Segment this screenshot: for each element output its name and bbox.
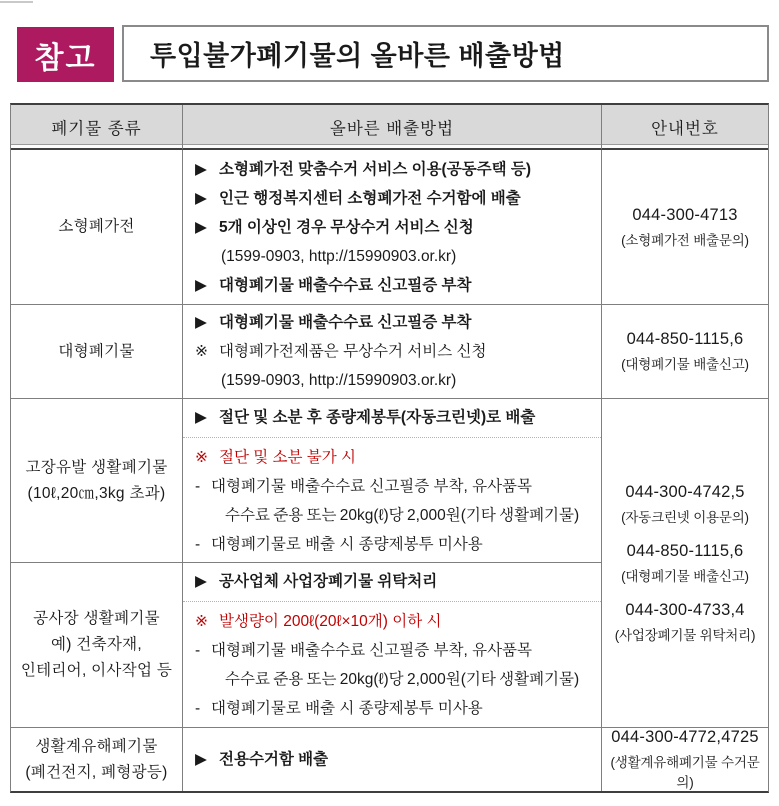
method-line-text: 대형폐기물로 배출 시 종량제봉투 미사용 — [211, 535, 483, 553]
phone-number: 044-850-1115,6 — [626, 330, 744, 348]
waste-type-line: 생활계유해폐기물 — [35, 737, 158, 755]
method-line-text: 대형폐가전제품은 무상수거 서비스 신청 — [219, 343, 487, 360]
method-line-text: (1599-0903, http://15990903.or.kr) — [221, 247, 457, 265]
method-line-text: 수수료 준용 또는 20kg(ℓ)당 2,000원(기타 생활폐기물) — [225, 506, 580, 524]
method-line — [195, 403, 593, 432]
contact-cell — [602, 305, 768, 399]
method-line — [195, 694, 593, 723]
dotted-divider — [183, 437, 601, 438]
bullet-arrow-icon: ▶ — [195, 573, 207, 590]
method-line — [195, 271, 593, 300]
waste-type-cell — [11, 728, 183, 791]
phone-label: (소형폐가전 배출문의) — [621, 232, 749, 248]
waste-type-cell — [11, 399, 183, 563]
waste-type-line: 공사장 생활폐기물 — [33, 610, 160, 627]
bullet-arrow-icon: ▶ — [195, 314, 207, 331]
method-cell — [183, 563, 602, 728]
method-line — [195, 155, 593, 184]
phone-label: (대형폐기물 배출신고) — [621, 568, 749, 584]
method-line — [195, 665, 593, 694]
phone-label: (생활계유해폐기물 수거문의) — [610, 755, 760, 790]
phone-label: (자동크린넷 이용문의) — [621, 509, 749, 525]
phone-number: 044-300-4772,4725 — [611, 728, 759, 746]
method-cell — [183, 150, 602, 305]
dash-prefix: - — [195, 477, 201, 495]
method-line — [195, 184, 593, 213]
method-line-text: 대형폐기물로 배출 시 종량제봉투 미사용 — [211, 700, 483, 717]
method-line-text: 대형폐기물 배출수수료 신고필증 부착 — [219, 314, 472, 331]
reference-mark-icon: ※ — [195, 343, 208, 360]
bullet-arrow-icon: ▶ — [195, 189, 207, 207]
method-line — [195, 366, 593, 395]
method-cell — [183, 399, 602, 563]
dash-prefix: - — [195, 535, 201, 553]
waste-type-cell — [11, 305, 183, 399]
waste-type-line: (폐건전지, 폐형광등) — [25, 763, 168, 781]
waste-type-line: 소형폐가전 — [58, 218, 135, 235]
contact-group — [602, 728, 768, 791]
method-line-text: 5개 이상인 경우 무상수거 서비스 신청 — [219, 218, 474, 236]
bullet-arrow-icon: ▶ — [195, 751, 207, 768]
phone-number: 044-300-4733,4 — [625, 600, 745, 619]
method-line-text: 수수료 준용 또는 20kg(ℓ)당 2,000원(기타 생활폐기물) — [225, 671, 580, 688]
method-line-text: 절단 및 소분 후 종량제봉투(자동크린넷)로 배출 — [219, 408, 536, 426]
title-box — [122, 25, 769, 82]
bullet-arrow-icon: ▶ — [195, 160, 207, 178]
waste-type-line: 대형폐기물 — [58, 342, 135, 360]
contact-cell — [602, 399, 768, 728]
waste-disposal-table — [10, 103, 769, 793]
phone-number: 044-300-4713 — [632, 205, 738, 224]
method-line-text: (1599-0903, http://15990903.or.kr) — [221, 372, 457, 389]
method-line — [195, 530, 593, 559]
column-header-label: 안내번호 — [651, 119, 719, 138]
phone-number: 044-850-1115,6 — [626, 541, 744, 560]
method-line — [195, 443, 593, 472]
waste-type-cell — [11, 150, 183, 305]
contact-group — [621, 206, 749, 249]
reference-badge — [17, 27, 114, 82]
contact-cell — [602, 150, 768, 305]
method-line-text: 소형폐가전 맞춤수거 서비스 이용(공동주택 등) — [219, 160, 532, 178]
method-line — [195, 472, 593, 501]
page-title: 투입불가폐기물의 올바른 배출방법 — [150, 41, 565, 71]
contact-group — [621, 330, 749, 373]
column-header-label: 올바른 배출방법 — [329, 119, 455, 138]
column-header-waste-type — [11, 105, 183, 150]
waste-type-cell — [11, 563, 183, 728]
dash-prefix: - — [195, 700, 201, 717]
contact-group — [621, 483, 749, 526]
page-edge-mark — [0, 1, 33, 3]
method-cell — [183, 305, 602, 399]
waste-type-line: 예) 건축자재, — [50, 636, 143, 653]
method-line-text: 인근 행정복지센터 소형폐가전 수거함에 배출 — [219, 189, 521, 207]
bullet-arrow-icon: ▶ — [195, 276, 207, 294]
method-line — [195, 242, 593, 271]
column-header-label: 폐기물 종류 — [51, 119, 142, 138]
method-line-text: 절단 및 소분 불가 시 — [219, 448, 357, 466]
phone-label: (대형폐기물 배출신고) — [621, 357, 749, 372]
method-line — [195, 213, 593, 242]
phone-label: (사업장폐기물 위탁처리) — [614, 627, 756, 643]
method-line — [195, 308, 593, 337]
contact-group — [615, 601, 756, 644]
method-line-text: 대형폐기물 배출수수료 신고필증 부착, 유사품목 — [211, 477, 532, 495]
dash-prefix: - — [195, 642, 201, 659]
reference-badge-label: 참고 — [34, 41, 97, 75]
reference-mark-icon: ※ — [195, 613, 208, 630]
phone-number: 044-300-4742,5 — [625, 482, 745, 501]
method-line — [195, 501, 593, 530]
method-cell — [183, 728, 602, 791]
method-line — [195, 607, 593, 636]
method-line-text: 발생량이 200ℓ(20ℓ×10개) 이하 시 — [219, 613, 442, 630]
dotted-divider — [183, 601, 601, 602]
waste-type-line: 인테리어, 이사작업 등 — [20, 662, 173, 679]
method-line-text: 대형폐기물 배출수수료 신고필증 부착 — [219, 276, 472, 294]
method-line-text: 대형폐기물 배출수수료 신고필증 부착, 유사품목 — [211, 642, 532, 659]
bullet-arrow-icon: ▶ — [195, 218, 207, 236]
method-line — [195, 567, 593, 596]
contact-group — [621, 542, 749, 585]
bullet-arrow-icon: ▶ — [195, 408, 207, 426]
method-line — [195, 745, 593, 774]
waste-type-line: 고장유발 생활폐기물 — [25, 458, 168, 476]
column-header-method — [183, 105, 602, 150]
method-line-text: 전용수거함 배출 — [219, 751, 329, 768]
method-line — [195, 337, 593, 366]
waste-type-line: (10ℓ,20㎝,3kg 초과) — [27, 484, 166, 502]
column-header-contact — [602, 105, 768, 150]
method-line — [195, 636, 593, 665]
method-line-text: 공사업체 사업장폐기물 위탁처리 — [219, 573, 438, 590]
reference-mark-icon: ※ — [195, 448, 208, 466]
contact-cell — [602, 728, 768, 791]
